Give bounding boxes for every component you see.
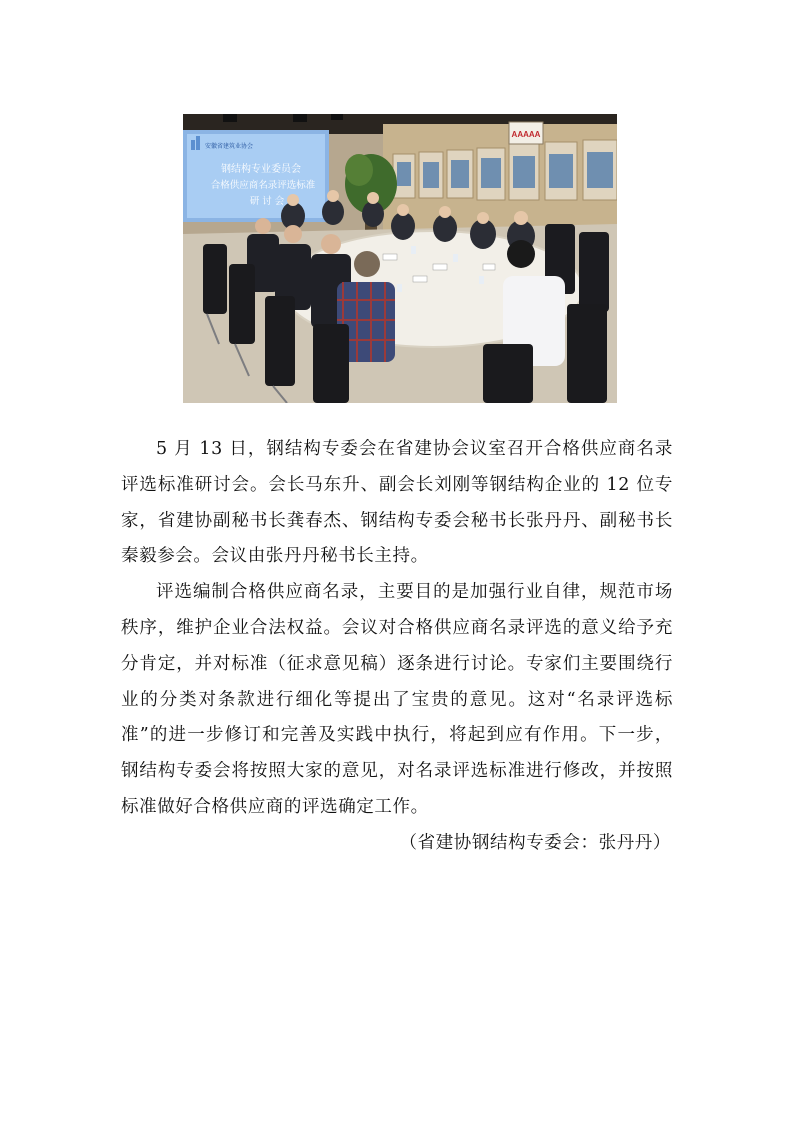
paragraph-1: 5 月 13 日，钢结构专委会在省建协会议室召开合格供应商名录评选标准研讨会。会长马东升、副会长刘刚等钢结构企业的 12 位专家，省建协副秘书长龚春杰、钢结构专委会秘书长张丹丹、副秘书长秦毅参会。会议由张丹丹秘书长主持。 <box>121 439 673 567</box>
byline: （省建协钢结构专委会：张丹丹） <box>399 832 671 853</box>
meeting-photo <box>183 114 617 403</box>
screen-logo-text: 安徽省建筑业协会 <box>205 143 254 150</box>
screen-line-1: 钢结构专业委员会 <box>221 164 301 175</box>
plaque-text: AAAAA <box>511 130 541 139</box>
screen-line-2: 合格供应商名录评选标准 <box>210 180 316 191</box>
paragraph-2: 评选编制合格供应商名录，主要目的是加强行业自律，规范市场秩序，维护企业合法权益。会议对合格供应商名录评选的意义给予充分肯定，并对标准（征求意见稿）逐条进行讨论。专家们主要围绕行业的分类对条款进行细化等提出了宝贵的意见。这对“名录评选标准”的进一步修订和完善及实践中执行，将起到应有作用。下一步，钢结构专委会将按照大家的意见，对名录评选标准进行修改，并按照标准做好合格供应商的评选确定工作。 <box>121 582 673 817</box>
article-body <box>121 432 673 862</box>
screen-line-3: 研 讨 会 <box>249 196 285 207</box>
